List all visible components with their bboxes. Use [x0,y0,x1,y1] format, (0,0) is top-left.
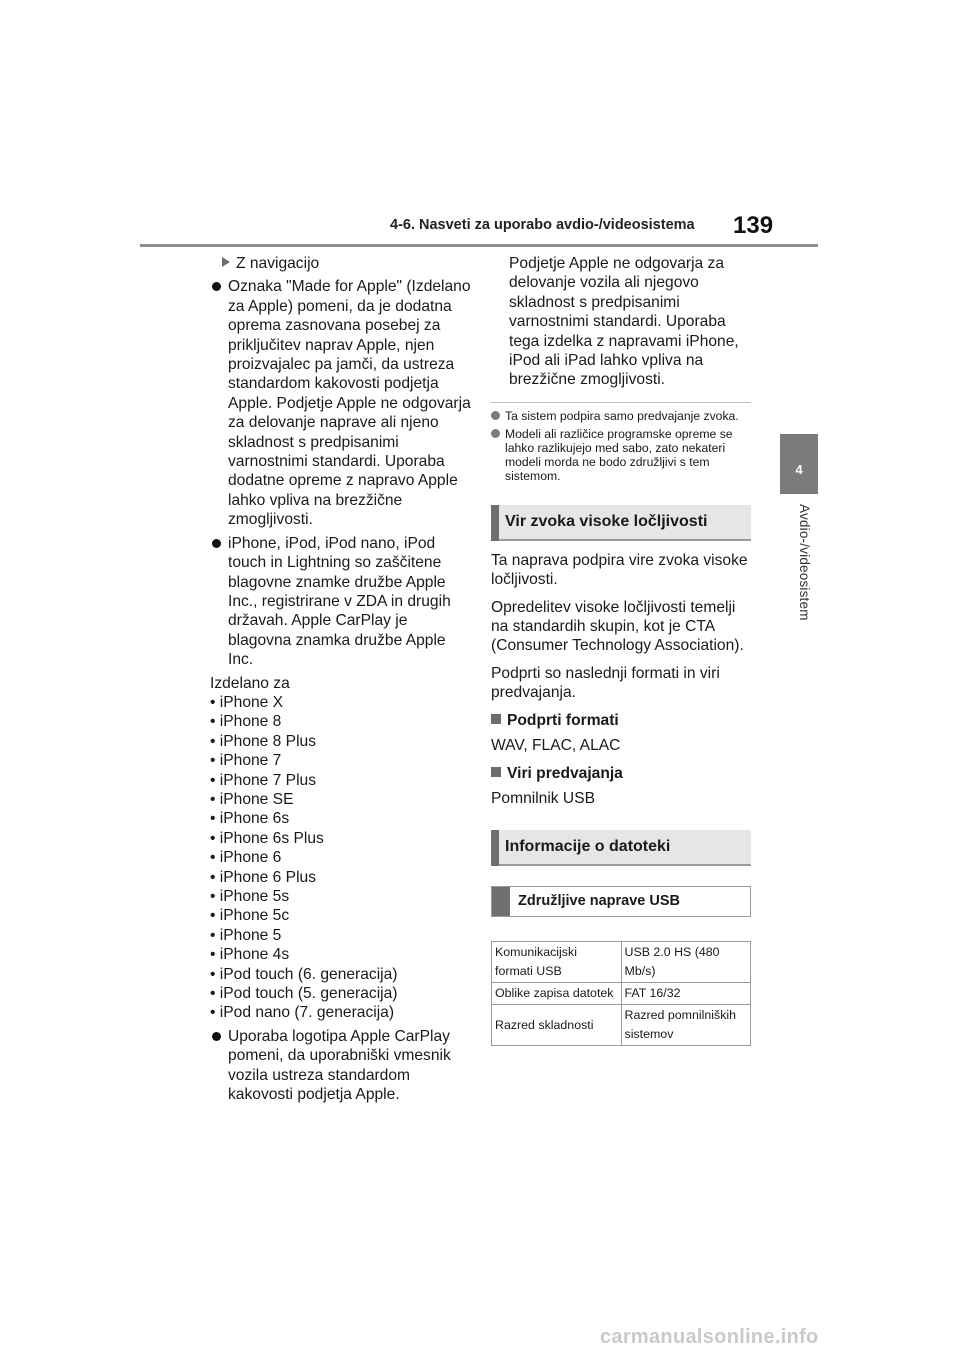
paragraph: Ta naprava podpira vire zvoka visoke ločljivosti. [491,551,748,589]
paragraph: Podprti so naslednji formati in viri predvajanja. [491,664,720,702]
list-item: • iPhone 7 Plus [210,771,317,789]
list-item: • iPhone 5s [210,888,290,905]
note-bullet-icon [491,411,500,420]
device-list [210,693,472,1023]
bullet-icon [212,1032,221,1041]
section-title-text: Vir zvoka visoke ločljivosti [505,512,708,530]
list-item: • iPhone 6 [210,849,282,867]
bullet-carplay [210,1027,472,1105]
list-item: • iPod touch (6. generacija) [210,965,398,983]
formats-value: WAV, FLAC, ALAC [491,737,621,755]
watermark: carmanualsonline.info [600,1326,819,1348]
chapter-label: Avdio-/videosistem [797,504,812,621]
table-row [492,942,751,983]
heading-text: Združljive naprave USB [518,893,680,910]
list-item: • iPhone 8 [210,713,282,731]
square-bullet-icon [491,767,501,777]
bullet-text: Uporaba logotipa Apple CarPlay pomeni, da uporabniški vmesnik vozila ustreza standardom kakovosti podjetja Apple. [228,1027,451,1104]
list-item: • iPhone 8 Plus [210,732,317,750]
bullet-trademarks [210,534,472,670]
list-item: • iPhone 6 Plus [210,868,317,886]
section-heading-hi-res [491,505,751,541]
bullet-icon [212,539,221,548]
note-item [491,427,751,483]
note-text: Modeli ali različice programske opreme se lahko razlikujejo med sabo, zato nekateri modeli morda ne bodo združljivi s tem sistemom. [505,426,733,483]
heading-bar [492,887,510,916]
list-item: • iPod nano (7. generacija) [210,1004,395,1022]
subheading-text: Viri predvajanja [507,764,623,782]
paragraph: Opredelitev visoke ločljivosti temelji na standardih skupin, kot je CTA (Consumer Technology Association). [491,598,744,655]
usb-devices-heading [491,886,751,917]
usb-spec-table [491,941,751,1046]
table-row [492,1005,751,1046]
note-item [491,409,751,423]
bullet-icon [212,282,221,291]
section-heading-file-info [491,830,751,866]
subheading-sources [491,764,751,783]
section-title: 4-6. Nasveti za uporabo avdio-/videosistema [390,217,695,233]
list-item: • iPod touch (5. generacija) [210,985,398,1003]
list-item: • iPhone 5 [210,926,282,944]
right-column [491,254,751,1046]
note-divider [491,402,751,403]
table-cell: USB 2.0 HS (480 Mb/s) [621,942,751,983]
subheading-text: Podprti formati [507,711,619,729]
section-bar [491,830,499,866]
square-bullet-icon [491,714,501,724]
bullet-text: Oznaka "Made for Apple" (Izdelano za Apple) pomeni, da je dodatna oprema zasnovana posebej za priključitev naprav Apple, njen proizvajalec pa jamči, da ustreza standardom kakovosti podjetja Apple. Podjetje Apple ne odgovarja za delovanje naprave ali njeno skladnost s predpisanimi varnostnimi standardi. Uporaba dodatne opreme z napravo Apple lahko vpliva na brezžične zmogljivosti. [228,278,471,529]
continued-paragraph: Podjetje Apple ne odgovarja za delovanje vozila ali njegovo skladnost s predpisanimi varnostnimi standardi. Uporaba tega izdelka z napravami iPhone, iPod ali iPad lahko vpliva na brezžične zmogljivosti. [509,255,739,389]
bullet-text: iPhone, iPod, iPod nano, iPod touch in Lightning so zaščitene blagovne znamke družbe Apple Inc., registrirane v ZDA in drugih državah. Apple CarPlay je blagovna znamka družbe Apple Inc. [228,534,451,669]
bullet-made-for-apple [210,277,472,529]
header-divider [140,244,818,247]
page-number: 139 [733,212,774,239]
table-row [492,983,751,1005]
note-text: Ta sistem podpira samo predvajanje zvoka. [505,408,739,423]
note-bullet-icon [491,429,500,438]
list-item: • iPhone 6s Plus [210,829,324,847]
section-bar [491,505,499,541]
list-item: • iPhone 7 [210,752,282,770]
list-item: • iPhone SE [210,790,294,808]
table-cell: FAT 16/32 [621,983,751,1005]
table-cell: Razred pomnilniških sistemov [621,1005,751,1046]
sources-value: Pomnilnik USB [491,789,595,807]
chapter-tab[interactable]: 4 [780,434,818,494]
made-for-heading: Izdelano za [210,674,290,692]
navigation-note [210,254,472,273]
table-cell: Oblike zapisa datotek [492,983,622,1005]
list-item: • iPhone 4s [210,946,290,964]
left-column [210,254,472,1104]
list-item: • iPhone X [210,693,284,711]
table-cell: Komunikacijski formati USB [492,942,622,983]
section-title-text: Informacije o datoteki [505,838,671,856]
list-item: • iPhone 5c [210,907,290,925]
navigation-label: Z navigacijo [236,255,320,272]
subheading-formats [491,711,751,730]
list-item: • iPhone 6s [210,810,290,828]
table-cell: Razred skladnosti [492,1005,622,1046]
triangle-icon [222,257,230,267]
